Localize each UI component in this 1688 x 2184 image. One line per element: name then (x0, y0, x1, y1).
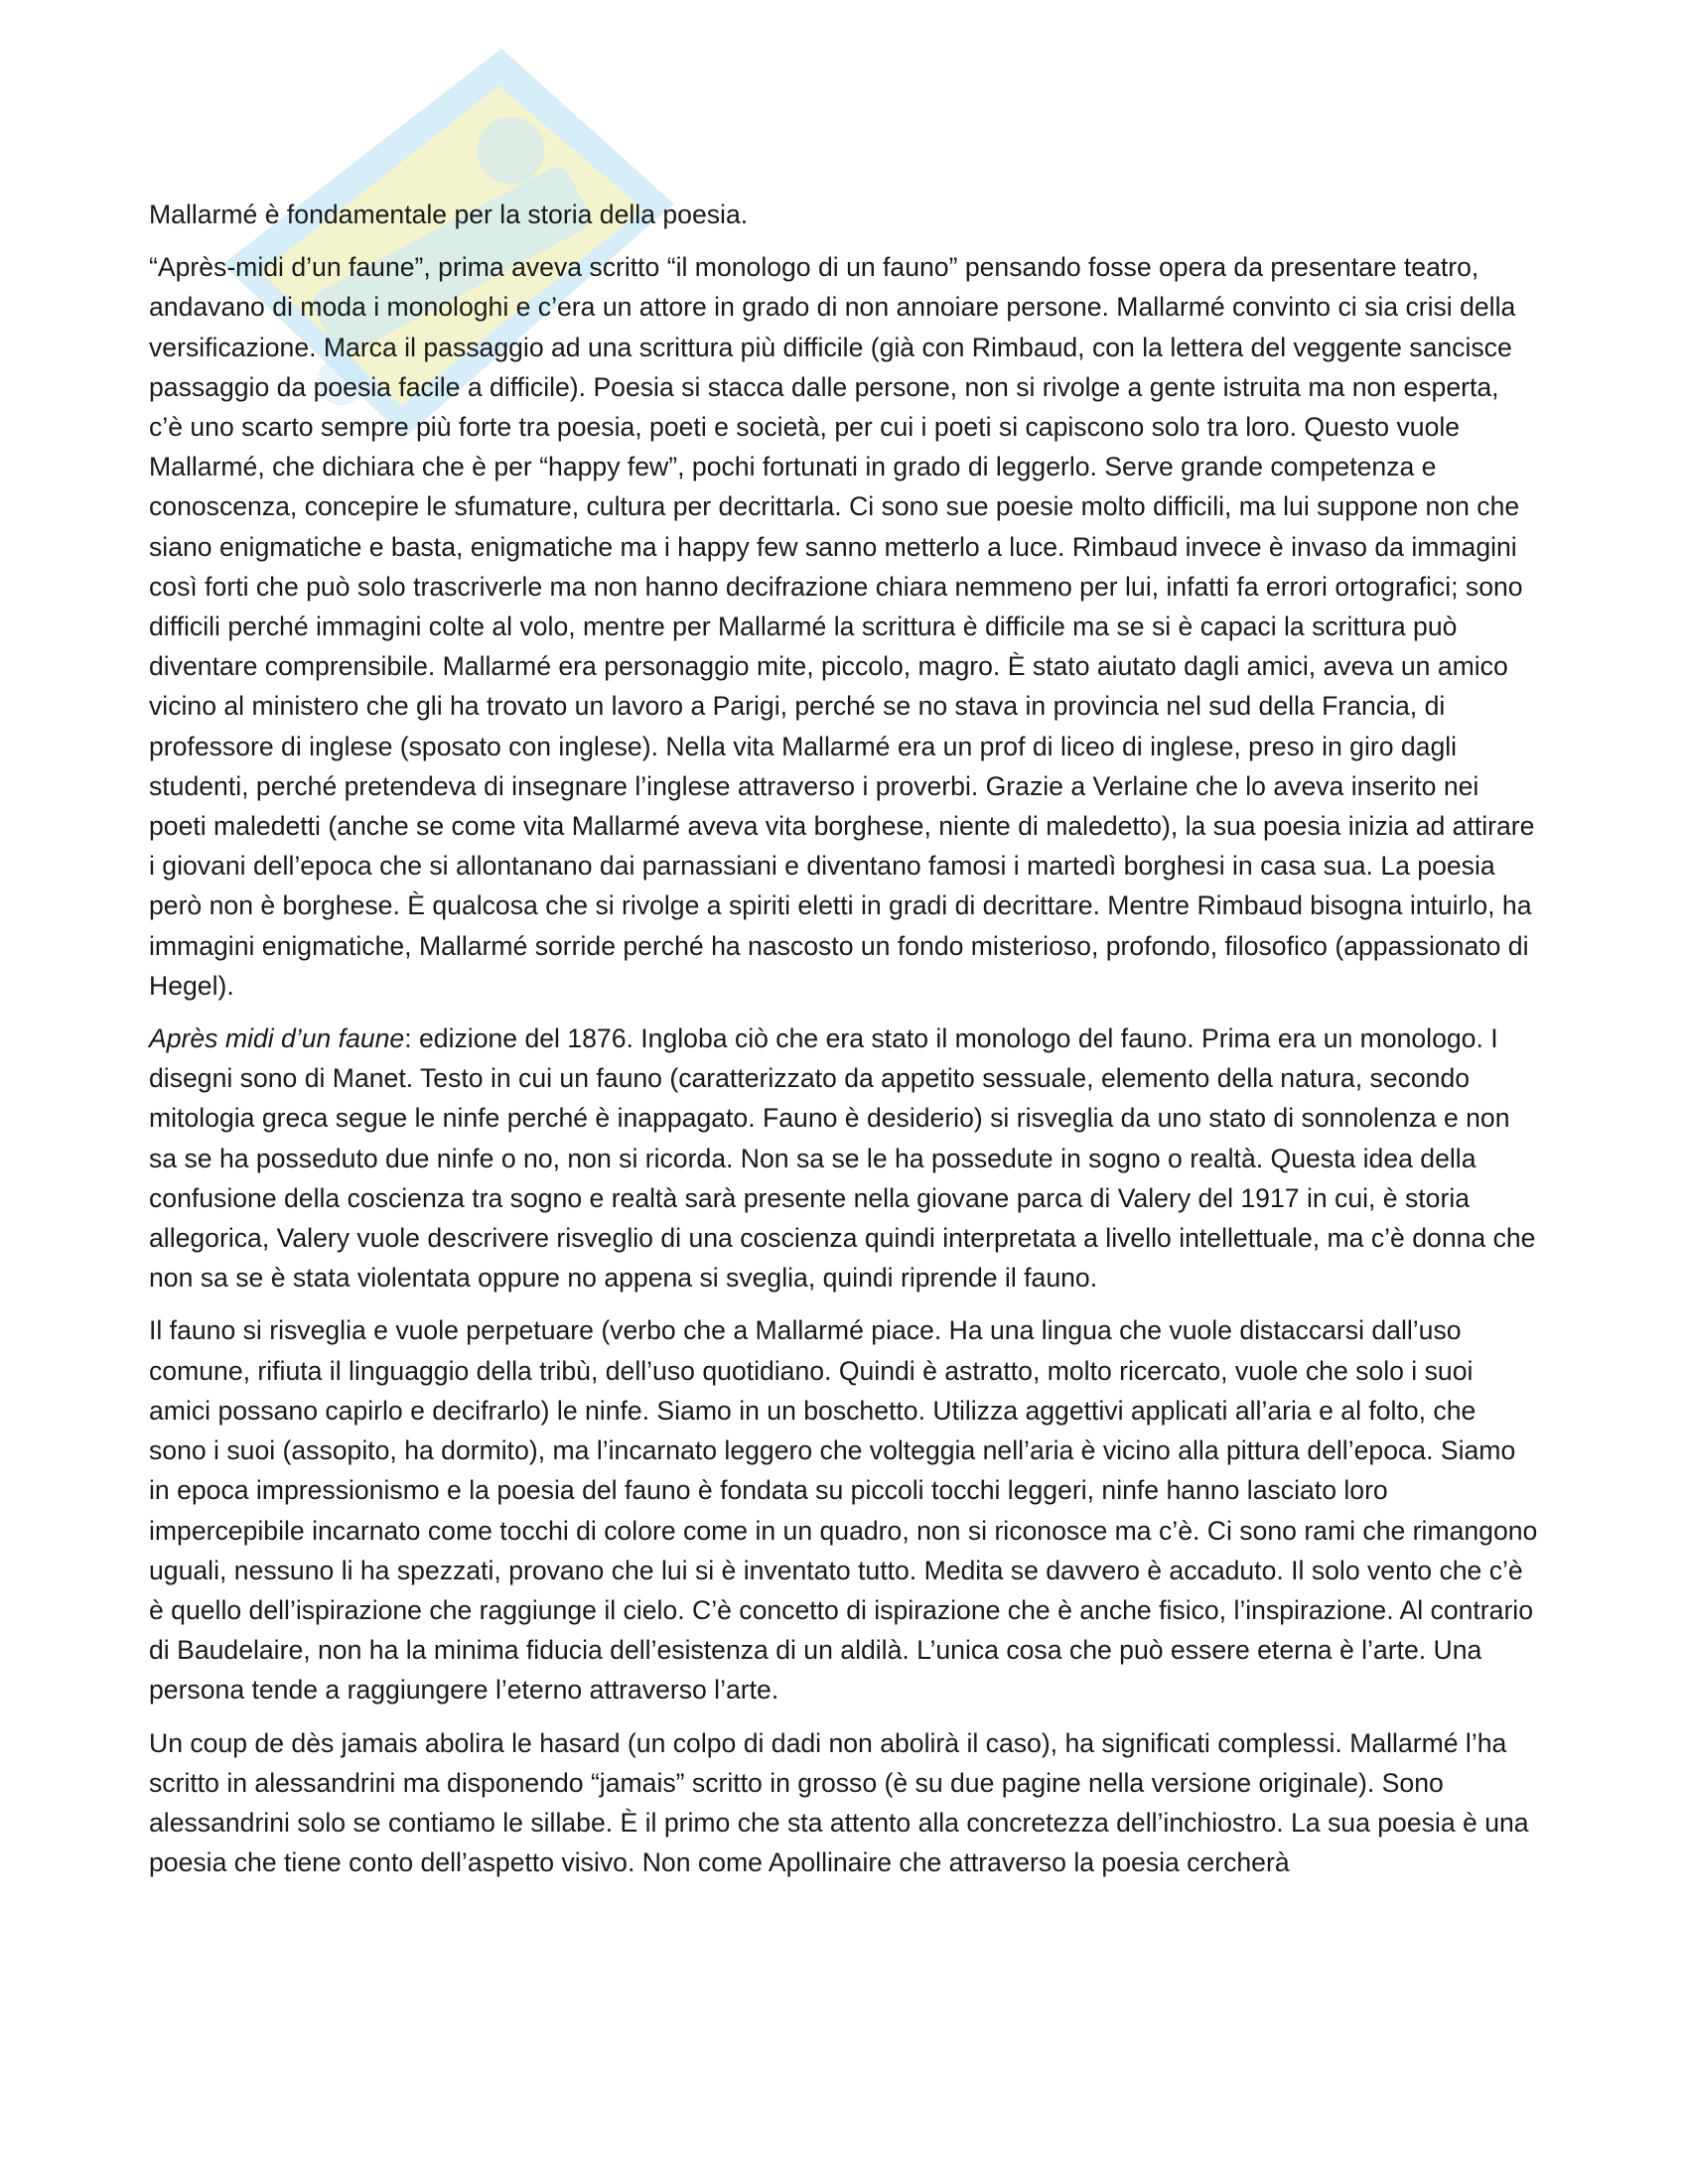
paragraph-apres-midi-monologue: “Après-midi d’un faune”, prima aveva scritto “il monologo di un fauno” pensando fosse opera da presentare teatro, andavano di moda i monologhi e c’era un attore in grado di non annoiare persone. Mallarmé convinto ci sia crisi della versificazione. Marca il passaggio ad una scrittura più difficile (già con Rimbaud, con la lettera del veggente sancisce passaggio da poesia facile a difficile). Poesia si stacca dalle persone, non si rivolge a gente istruita ma non esperta, c’è uno scarto sempre più forte tra poesia, poeti e società, per cui i poeti si capiscono solo tra loro. Questo vuole Mallarmé, che dichiara che è per “happy few”, pochi fortunati in grado di leggerlo. Serve grande competenza e conoscenza, concepire le sfumature, cultura per decrittarla. Ci sono sue poesie molto difficili, ma lui suppone non che siano enigmatiche e basta, enigmatiche ma i happy few sanno metterlo a luce. Rimbaud invece è invaso da immagini così forti che può solo trascriverle ma non hanno decifrazione chiara nemmeno per lui, infatti fa errori ortografici; sono difficili perché immagini colte al volo, mentre per Mallarmé la scrittura è difficile ma se si è capaci la scrittura può diventare comprensibile. Mallarmé era personaggio mite, piccolo, magro. È stato aiutato dagli amici, aveva un amico vicino al ministero che gli ha trovato un lavoro a Parigi, perché se no stava in provincia nel sud della Francia, di professore di inglese (sposato con inglese). Nella vita Mallarmé era un prof di liceo di inglese, preso in giro dagli studenti, perché pretendeva di insegnare l’inglese attraverso i proverbi. Grazie a Verlaine che lo aveva inserito nei poeti maledetti (anche se come vita Mallarmé aveva vita borghese, niente di maledetto), la sua poesia inizia ad attirare i giovani dell’epoca che si allontanano dai parnassiani e diventano famosi i martedì borghesi in casa sua. La poesia però non è borghese. È qualcosa che si rivolge a spiriti eletti in gradi di decrittare. Mentre Rimbaud bisogna intuirlo, ha immagini enigmatiche, Mallarmé sorride perché ha nascosto un fondo misterioso, profondo, filosofico (appassionato di Hegel). (149, 252, 1535, 1001)
paragraph-intro: Mallarmé è fondamentale per la storia della poesia. (149, 200, 749, 229)
paragraph-apres-midi-edition-text: : edizione del 1876. Ingloba ciò che era stato il monologo del fauno. Prima era un monologo. I disegni sono di Manet. Testo in cui un fauno (caratterizzato da appetito sessuale, elemento della natura, secondo mitologia greca segue le ninfe perché è inappagato. Fauno è desiderio) si risveglia da uno stato di sonnolenza e non sa se ha posseduto due ninfe o no, non si ricorda. Non sa se le ha possedute in sogno o realtà. Questa idea della confusione della coscienza tra sogno e realtà sarà presente nella giovane parca di Valery del 1917 in cui, è storia allegorica, Valery vuole descrivere risveglio di una coscienza quindi interpretata a livello intellettuale, ma c’è donna che non sa se è stata violentata oppure no appena si sveglia, quindi riprende il fauno. (149, 1024, 1536, 1294)
paragraph-apres-midi-edition (149, 1019, 1539, 1297)
work-title-italic: Après midi d’un faune (149, 1024, 405, 1054)
paragraph-coup-de-des: Un coup de dès jamais abolira le hasard (un colpo di dadi non abolirà il caso), ha significati complessi. Mallarmé l’ha scritto in alessandrini ma disponendo “jamais” scritto in grosso (è su due pagine nella versione originale). Sono alessandrini solo se contiamo le sillabe. È il primo che sta attento alla concretezza dell’inchiostro. La sua poesia è una poesia che tiene conto dell’aspetto visivo. Non come Apollinaire che attraverso la poesia cercherà (149, 1727, 1529, 1878)
paragraph-fauno-risveglio: Il fauno si risveglia e vuole perpetuare (verbo che a Mallarmé piace. Ha una lingua che vuole distaccarsi dall’uso comune, rifiuta il linguaggio della tribù, dell’uso quotidiano. Quindi è astratto, molto ricercato, vuole che solo i suoi amici possano capirlo e decifrarlo) le ninfe. Siamo in un boschetto. Utilizza aggettivi applicati all’aria e al folto, che sono i suoi (assopito, ha dormito), ma l’incarnato leggero che volteggia nell’aria è vicino alla pittura dell’epoca. Siamo in epoca impressionismo e la poesia del fauno è fondata su piccoli tocchi leggeri, ninfe hanno lasciato loro impercepibile incarnato come tocchi di colore come in un quadro, non si riconosce ma c’è. Ci sono rami che rimangono uguali, nessuno li ha spezzati, provano che lui si è inventato tutto. Medita se davvero è accaduto. Il solo vento che c’è è quello dell’ispirazione che raggiunge il cielo. C’è concetto di ispirazione che è anche fisico, l’inspirazione. Al contrario di Baudelaire, non ha la minima fiducia dell’esistenza di un aldilà. L’unica cosa che può essere eterna è l’arte. Una persona tende a raggiungere l’eterno attraverso l’arte. (149, 1315, 1538, 1706)
document-body (149, 195, 1539, 1882)
